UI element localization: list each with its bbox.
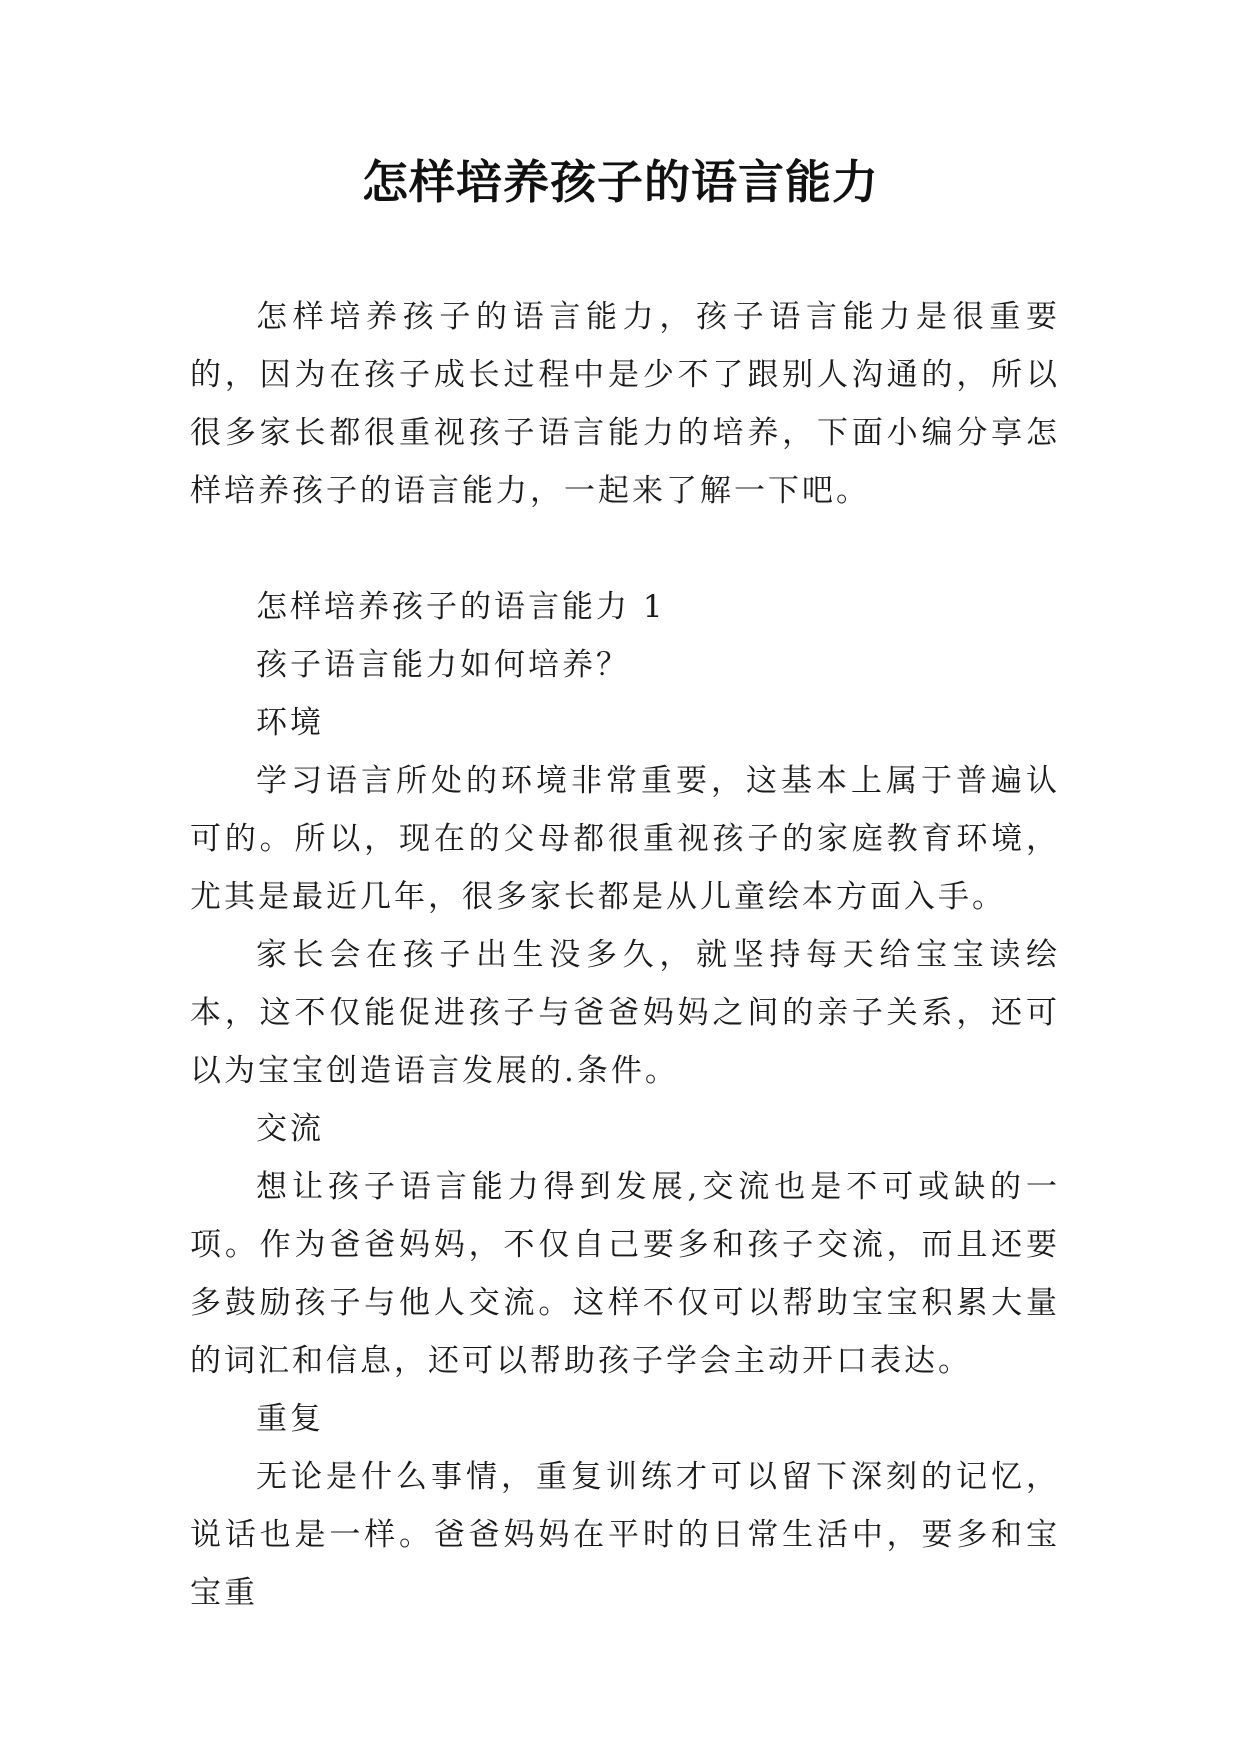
paragraph-environment-1: 学习语言所处的环境非常重要，这基本上属于普遍认可的。所以，现在的父母都很重视孩子的家庭教育环境，尤其是最近几年，很多家长都是从儿童绘本方面入手。: [190, 763, 1060, 915]
subheading-environment: 环境: [256, 705, 324, 741]
document-title: 怎样培养孩子的语言能力: [362, 155, 879, 209]
paragraph-environment-2: 家长会在孩子出生没多久，就坚持每天给宝宝读绘本，这不仅能促进孩子与爸爸妈妈之间的亲子关系，还可以为宝宝创造语言发展的.条件。: [190, 937, 1060, 1089]
subheading-repetition: 重复: [256, 1401, 324, 1437]
subheading-communication: 交流: [256, 1111, 324, 1147]
document-body: [190, 288, 1060, 1622]
paragraph-communication: 想让孩子语言能力得到发展,交流也是不可或缺的一项。作为爸爸妈妈，不仅自己要多和孩子交流，而且还要多鼓励孩子与他人交流。这样不仅可以帮助宝宝积累大量的词汇和信息，还可以帮助孩子学会主动开口表达。: [190, 1169, 1060, 1379]
intro-paragraph: 怎样培养孩子的语言能力，孩子语言能力是很重要的，因为在孩子成长过程中是少不了跟别人沟通的，所以很多家长都很重视孩子语言能力的培养，下面小编分享怎样培养孩子的语言能力，一起来了解一下吧。: [190, 299, 1060, 509]
section-heading: 怎样培养孩子的语言能力 1: [256, 589, 666, 625]
question-heading: 孩子语言能力如何培养？: [256, 647, 630, 683]
paragraph-repetition: 无论是什么事情，重复训练才可以留下深刻的记忆，说话也是一样。爸爸妈妈在平时的日常生活中，要多和宝宝重: [190, 1459, 1060, 1611]
